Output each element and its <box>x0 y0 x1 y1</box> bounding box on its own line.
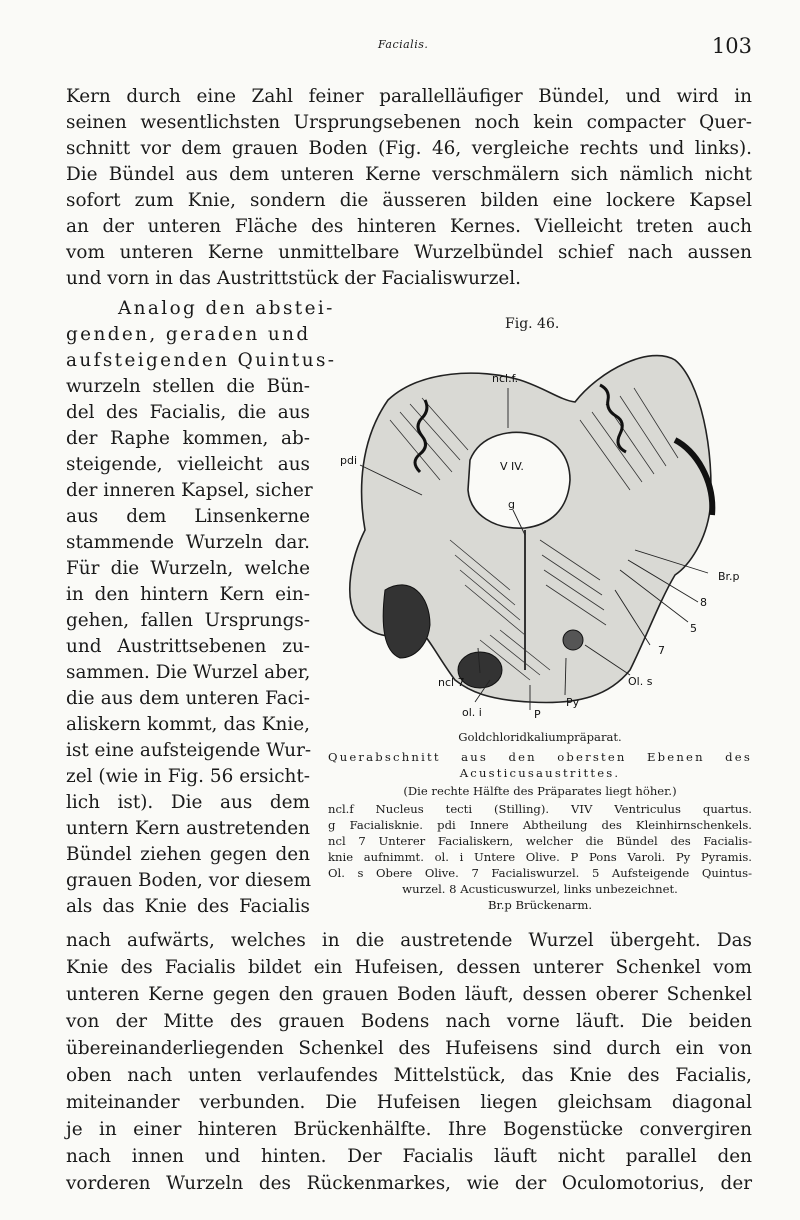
body-line: und vorn in das Austrittstück der Facialiswurzel. <box>66 268 522 289</box>
caption-legend-line: ncl 7 Unterer Facialiskern, welcher die Bündel des Facialis- <box>328 834 752 848</box>
caption-legend-line: wurzel. 8 Acusticuswurzel, links unbezeichnet. <box>402 882 678 896</box>
figure-label-p: P <box>534 708 541 721</box>
page-number: 103 <box>711 34 752 58</box>
column-line: in den hintern Kern ein- <box>66 584 310 605</box>
column-line: aliskern kommt, das Knie, <box>66 714 310 735</box>
figure-label-pdi: pdi <box>340 454 358 467</box>
figure-label-7: 7 <box>658 644 665 657</box>
body-line: nach aufwärts, welches in die austretende Wurzel übergeht. Das <box>66 930 752 951</box>
column-line: aufsteigenden Quintus- <box>66 350 337 371</box>
column-line: als das Knie des Facialis <box>66 896 310 917</box>
caption-title: Acusticusaustrittes. <box>459 766 621 780</box>
caption-legend-line: ncl.f Nucleus tecti (Stilling). VIV Ventriculus quartus. <box>328 802 752 816</box>
caption-legend-line: knie aufnimmt. ol. i Untere Olive. P Pons Varoli. Py Pyramis. <box>328 850 752 864</box>
column-line: zel (wie in Fig. 56 ersicht- <box>66 766 310 787</box>
column-line: aus dem Linsenkerne <box>66 506 310 527</box>
figure-label-ncl7: ncl 7 <box>438 676 465 689</box>
column-line: und Austrittsebenen zu- <box>66 636 310 657</box>
figure-label-py: Py <box>566 696 580 709</box>
figure-label-brp: Br.p <box>718 570 740 583</box>
body-line: oben nach unten verlaufendes Mittelstück, das Knie des Facialis, <box>66 1065 752 1086</box>
column-line: untern Kern austretenden <box>66 818 310 839</box>
column-line: steigende, vielleicht aus <box>66 454 310 475</box>
figure-label-ols: Ol. s <box>628 675 653 688</box>
column-line: Für die Wurzeln, welche <box>66 558 310 579</box>
column-line: lich ist). Die aus dem <box>66 792 310 813</box>
body-line: Die Bündel aus dem unteren Kerne verschmälern sich nämlich nicht <box>66 164 752 185</box>
column-line: der inneren Kapsel, sicher <box>66 480 313 501</box>
caption-legend-line: Br.p Brückenarm. <box>487 898 593 912</box>
column-line: stammende Wurzeln dar. <box>66 532 310 553</box>
caption-note: (Die rechte Hälfte des Präparates liegt höher.) <box>403 784 677 798</box>
column-line: der Raphe kommen, ab- <box>66 428 310 449</box>
body-line: übereinanderliegenden Schenkel des Hufeisens sind durch ein von <box>66 1038 752 1059</box>
figure-label-viv: V IV. <box>500 460 524 473</box>
body-line: seinen wesentlichsten Ursprungsebenen noch kein compacter Quer- <box>66 112 752 133</box>
column-line: die aus dem unteren Faci- <box>66 688 310 709</box>
figure-label-5: 5 <box>690 622 697 635</box>
figure-label-oli: ol. i <box>462 706 482 719</box>
column-line: del des Facialis, die aus <box>66 402 310 423</box>
caption-preparation: Goldchloridkaliumpräparat. <box>458 730 622 744</box>
column-line: ist eine aufsteigende Wur- <box>66 740 312 761</box>
body-line: von der Mitte des grauen Bodens nach vorne läuft. Die beiden <box>66 1011 752 1032</box>
caption-legend-line: g Facialisknie. pdi Innere Abtheilung des Kleinhirnschenkels. <box>328 818 752 832</box>
figure-label-g: g <box>508 498 515 511</box>
body-line: Knie des Facialis bildet ein Hufeisen, dessen unterer Schenkel vom <box>66 957 752 978</box>
caption-title: Querabschnitt aus den obersten Ebenen des <box>328 750 752 764</box>
page-header <box>0 36 800 56</box>
column-line: wurzeln stellen die Bün- <box>66 376 310 397</box>
body-line: schnitt vor dem grauen Boden (Fig. 46, vergleiche rechts und links). <box>66 138 752 159</box>
brainstem-section-illustration <box>330 340 750 725</box>
body-line: miteinander verbunden. Die Hufeisen liegen gleichsam diagonal <box>66 1092 752 1113</box>
body-line: sofort zum Knie, sondern die äusseren bilden eine lockere Kapsel <box>66 190 752 211</box>
column-line: grauen Boden, vor diesem <box>66 870 312 891</box>
figure-label-8: 8 <box>700 596 707 609</box>
body-line: je in einer hinteren Brückenhälfte. Ihre Bogenstücke convergiren <box>66 1119 752 1140</box>
column-line: sammen. Die Wurzel aber, <box>66 662 311 683</box>
figure-label: Fig. 46. <box>505 316 560 332</box>
column-line: Analog den abstei- <box>118 298 335 319</box>
body-line: vom unteren Kerne unmittelbare Wurzelbündel schief nach aussen <box>66 242 752 263</box>
running-head: Facialis. <box>378 38 429 51</box>
body-line: an der unteren Fläche des hinteren Kernes. Vielleicht treten auch <box>66 216 752 237</box>
figure-label-nclf: ncl.f. <box>492 372 519 385</box>
caption-legend-line: Ol. s Obere Olive. 7 Facialiswurzel. 5 Aufsteigende Quintus- <box>328 866 752 880</box>
column-line: gehen, fallen Ursprungs- <box>66 610 310 631</box>
body-line: Kern durch eine Zahl feiner parallelläufiger Bündel, und wird in <box>66 86 752 107</box>
body-line: unteren Kerne gegen den grauen Boden läuft, dessen oberer Schenkel <box>66 984 752 1005</box>
column-line: Bündel ziehen gegen den <box>66 844 310 865</box>
body-line: nach innen und hinten. Der Facialis läuft nicht parallel den <box>66 1146 752 1167</box>
column-line: genden, geraden und <box>66 324 311 345</box>
body-line: vorderen Wurzeln des Rückenmarkes, wie der Oculomotorius, der <box>66 1173 752 1194</box>
